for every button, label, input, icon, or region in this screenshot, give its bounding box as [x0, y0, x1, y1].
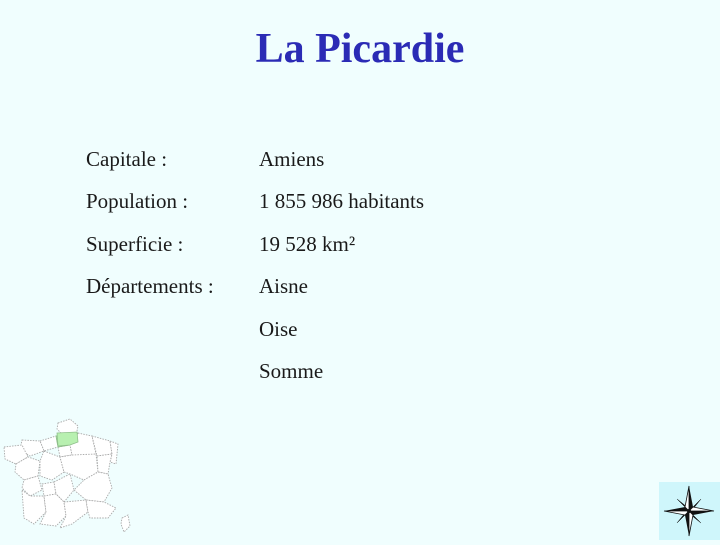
france-regions-map-icon	[0, 414, 145, 540]
info-label-departments: Départements :	[86, 274, 214, 299]
info-row-departments	[86, 266, 424, 309]
info-row-department-2	[86, 308, 424, 351]
info-label-area: Superficie :	[86, 231, 184, 256]
info-label-population: Population :	[86, 189, 189, 214]
info-value-population: 1 855 986 habitants	[259, 189, 425, 214]
slide-title: La Picardie	[255, 26, 465, 72]
info-row-department-3	[86, 351, 424, 394]
info-row-population	[86, 181, 424, 224]
info-row-capital	[86, 138, 424, 181]
region-info-table	[86, 138, 424, 393]
info-value-department-aisne: Aisne	[259, 274, 308, 299]
info-value-area: 19 528 km²	[259, 231, 356, 256]
info-row-area	[86, 223, 424, 266]
info-value-department-oise: Oise	[259, 316, 298, 341]
info-label-capital: Capitale :	[86, 146, 168, 171]
compass-rose-icon	[659, 482, 720, 540]
info-value-department-somme: Somme	[259, 359, 324, 384]
info-value-capital: Amiens	[259, 146, 325, 171]
